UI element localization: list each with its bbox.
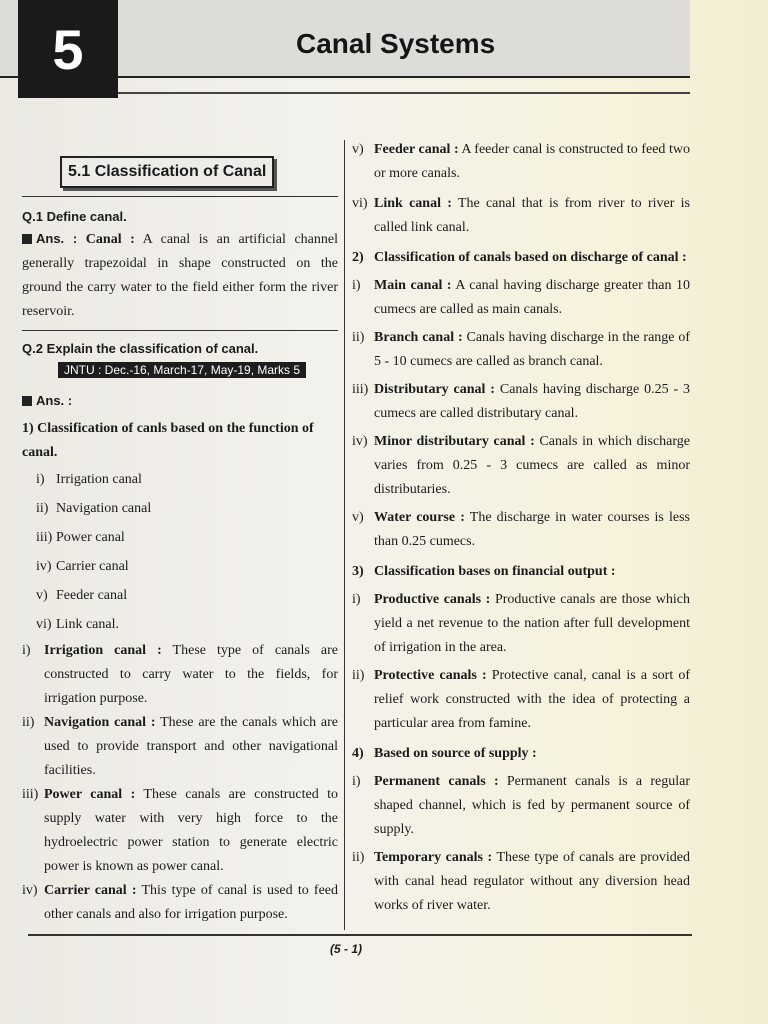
answer-marker-icon <box>22 234 32 244</box>
definition-item: vi) Link canal : The canal that is from river to river is called link canal. <box>352 196 690 235</box>
section-title: 5.1 Classification of Canal <box>60 156 274 188</box>
column-divider <box>344 140 345 930</box>
exam-tag: JNTU : Dec.-16, March-17, May-19, Marks 5 <box>58 362 306 378</box>
footer-rule <box>28 934 692 936</box>
definition-item: i) Irrigation canal : These type of canals are constructed to carry water to the fields, for irrigation purpose. <box>22 643 338 706</box>
heading-supply: 4) Based on source of supply : <box>352 746 537 761</box>
definition-item: v) Feeder canal : A feeder canal is constructed to feed two or more canals. <box>352 142 690 181</box>
answer-rule <box>22 330 338 331</box>
list-item: i) Irrigation canal <box>36 472 142 487</box>
list-item: iv) Carrier canal <box>36 559 129 574</box>
list-item: ii) Navigation canal <box>36 501 152 516</box>
definition-item: ii) Protective canals : Protective canal, canal is a sort of relief work constructed with the idea of protecting a particular area from famine. <box>352 668 690 731</box>
heading-financial: 3) Classification bases on financial output : <box>352 564 616 579</box>
header-rule <box>118 92 690 94</box>
discharge-list <box>352 274 690 554</box>
question-1: Q.1 Define canal. <box>22 209 127 224</box>
definition-item: i) Main canal : A canal having discharge greater than 10 cumecs are called as main canals. <box>352 278 691 317</box>
left-column <box>22 150 338 927</box>
list-item: vi) Link canal. <box>36 617 119 632</box>
definition-item: iv) Minor distributary canal : Canals in which discharge varies from 0.25 - 3 cumecs are called as minor distributaries. <box>352 434 690 497</box>
chapter-title: Canal Systems <box>296 28 496 59</box>
function-definitions <box>22 639 338 927</box>
function-list <box>22 465 338 639</box>
chapter-header <box>0 0 690 81</box>
financial-list <box>352 588 690 736</box>
definition-item: i) Productive canals : Productive canals are those which yield a net revenue to the nation after full development of irrigation in the area. <box>352 592 690 655</box>
definition-item: v) Water course : The discharge in water courses is less than 0.25 cumecs. <box>352 510 691 549</box>
question-2: Q.2 Explain the classification of canal. <box>22 341 259 356</box>
function-definitions-continued <box>352 138 690 240</box>
canal-term: Canal : <box>85 232 135 247</box>
definition-item: iii) Power canal : These canals are constructed to supply water with very high force to the hydroelectric power station to generate electric power is known as power canal. <box>22 787 339 874</box>
definition-item: i) Permanent canals : Permanent canals is a regular shaped channel, which is fed by permanent source of supply. <box>352 774 690 837</box>
right-column <box>352 138 690 918</box>
section-rule <box>22 196 338 197</box>
canal-definition: A canal is an artificial channel generally trapezoidal in shape constructed on the ground the carry water to the field either form the river reservoir. <box>22 232 338 319</box>
answer-label: Ans. : <box>22 389 338 413</box>
page-number: (5 - 1) <box>330 942 363 956</box>
definition-item: iv) Carrier canal : This type of canal is used to feed other canals and also for irrigation purpose. <box>22 883 339 922</box>
list-item: iii) Power canal <box>36 530 125 545</box>
chapter-number: 5 <box>18 0 118 98</box>
list-item: v) Feeder canal <box>36 588 128 603</box>
definition-item: ii) Temporary canals : These type of canals are provided with canal head regulator without any diversion head works of river water. <box>352 850 691 913</box>
answer-1 <box>22 227 338 324</box>
definition-item: ii) Branch canal : Canals having discharge in the range of 5 - 10 cumecs are called as branch canal. <box>352 330 691 369</box>
definition-item: ii) Navigation canal : These are the canals which are used to provide transport and other navigational facilities. <box>22 715 339 778</box>
supply-list <box>352 770 690 918</box>
answer-label: Ans. : <box>22 231 77 246</box>
heading-discharge: 2) Classification of canals based on discharge of canal : <box>352 250 687 265</box>
heading-function: 1) Classification of canls based on the function of canal. <box>22 421 314 460</box>
definition-item: iii) Distributary canal : Canals having discharge 0.25 - 3 cumecs are called distributary canal. <box>352 382 691 421</box>
answer-marker-icon <box>22 396 32 406</box>
